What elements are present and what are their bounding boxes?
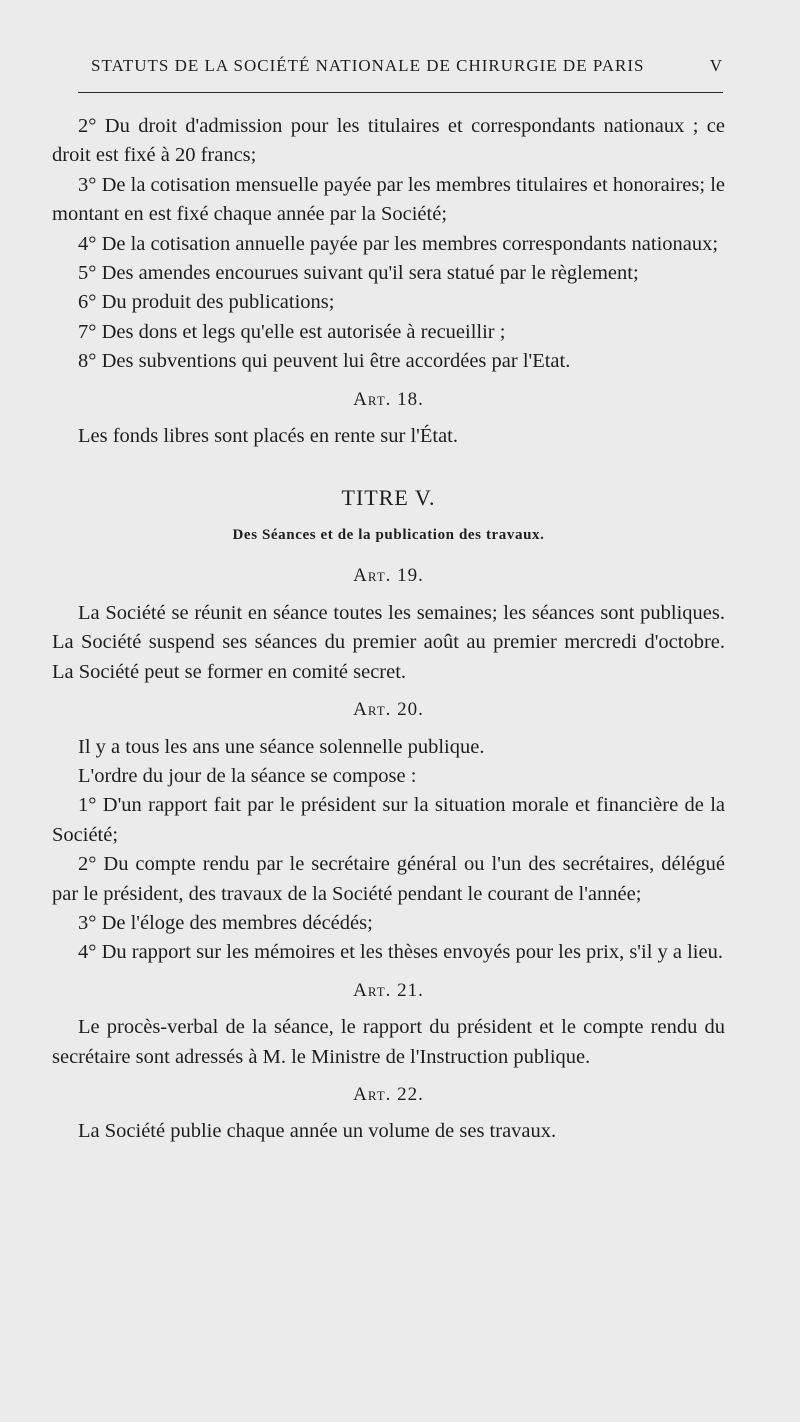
page-number: V xyxy=(709,56,723,75)
running-title: STATUTS DE LA SOCIÉTÉ NATIONALE DE CHIRURGIE DE PARIS xyxy=(91,56,645,75)
list-item-2: 2° Du droit d'admission pour les titulaires et correspondants nationaux ; ce droit est fixé à 20 francs; xyxy=(52,115,725,167)
article-21-heading: Art. 21. xyxy=(353,979,424,1001)
list-item-4: 4° De la cotisation annuelle payée par les membres correspondants nationaux; xyxy=(78,232,719,255)
list-item-7: 7° Des dons et legs qu'elle est autorisée à recueillir ; xyxy=(78,320,506,343)
article-18-text: Les fonds libres sont placés en rente sur l'État. xyxy=(78,425,458,448)
article-19-text: La Société se réunit en séance toutes les semaines; les séances sont publiques. La Société suspend ses séances du premier août au premier mercredi d'octobre. La Société peut se former en comité secret. xyxy=(52,601,725,683)
article-20-heading: Art. 20. xyxy=(353,699,424,721)
header-rule xyxy=(78,92,723,93)
list-item-5: 5° Des amendes encourues suivant qu'il sera statué par le règlement; xyxy=(78,262,639,285)
article-20-para: L'ordre du jour de la séance se compose : xyxy=(78,764,417,787)
titre-subheading: Des Séances et de la publication des travaux. xyxy=(232,527,545,544)
article-21-text: Le procès-verbal de la séance, le rapport du président et le compte rendu du secrétaire sont adressés à M. le Ministre de l'Instruction publique. xyxy=(52,1016,725,1068)
list-item-8: 8° Des subventions qui peuvent lui être accordées par l'Etat. xyxy=(78,350,571,373)
article-20-para: 4° Du rapport sur les mémoires et les thèses envoyés pour les prix, s'il y a lieu. xyxy=(78,941,723,964)
article-22-heading: Art. 22. xyxy=(353,1083,424,1105)
article-20-para: 1° D'un rapport fait par le président sur la situation morale et financière de la Société; xyxy=(52,794,725,846)
article-20-para: 3° De l'éloge des membres décédés; xyxy=(78,911,373,934)
article-20-para: 2° Du compte rendu par le secrétaire général ou l'un des secrétaires, délégué par le président, des travaux de la Société pendant le courant de l'année; xyxy=(52,853,725,905)
article-19-heading: Art. 19. xyxy=(353,565,424,587)
page-body xyxy=(52,112,725,1147)
article-20-para: Il y a tous les ans une séance solennelle publique. xyxy=(78,735,485,758)
list-item-3: 3° De la cotisation mensuelle payée par les membres titulaires et honoraires; le montant en est fixé chaque année par la Société; xyxy=(52,173,725,226)
article-18-heading: Art. 18. xyxy=(353,388,424,410)
list-item-6: 6° Du produit des publications; xyxy=(78,291,335,314)
titre-heading: TITRE V. xyxy=(341,485,436,511)
article-22-text: La Société publie chaque année un volume de ses travaux. xyxy=(78,1120,557,1143)
